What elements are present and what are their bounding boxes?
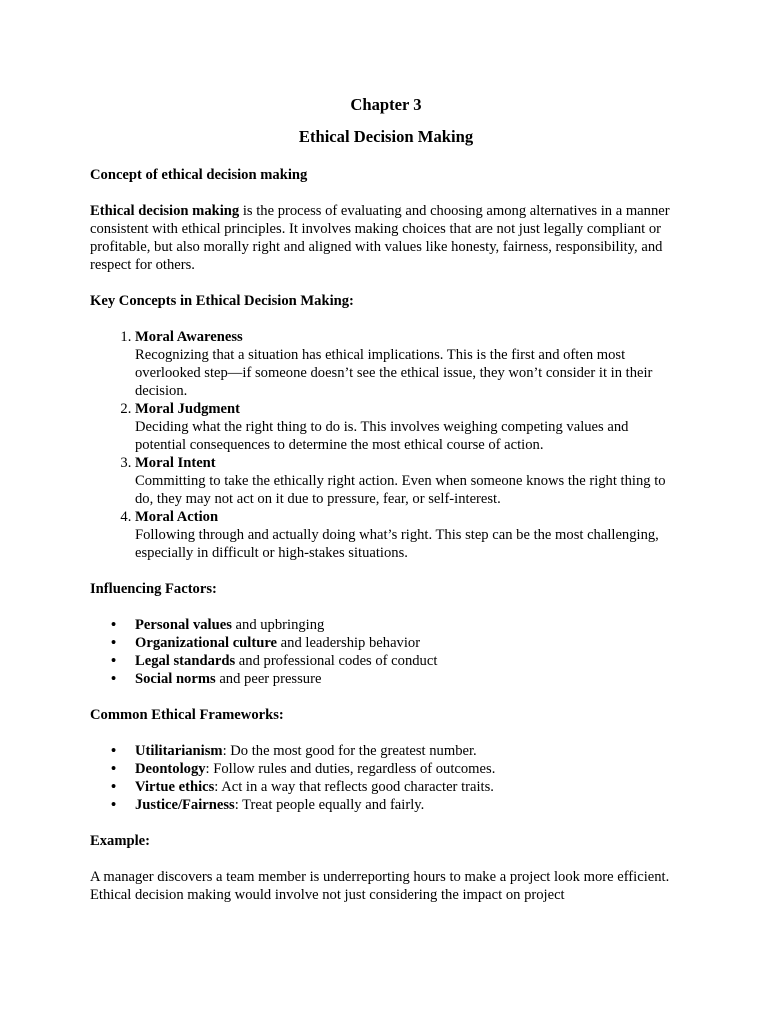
factor-text: and leadership behavior — [277, 635, 421, 651]
ethical-frameworks-heading: Common Ethical Frameworks: — [90, 707, 284, 723]
list-item — [111, 616, 682, 634]
framework-text: : Do the most good for the greatest number. — [222, 743, 477, 759]
bullet-icon: • — [111, 779, 117, 795]
list-item-moral-action — [135, 508, 682, 562]
list-item-description: Recognizing that a situation has ethical implications. This is the first and often most overlooked step—if someone doesn’t see the ethical issue, they won’t consider it in their decision. — [135, 347, 653, 399]
key-concepts-heading: Key Concepts in Ethical Decision Making: — [90, 293, 354, 309]
factor-text: and peer pressure — [215, 671, 322, 687]
influencing-factors-heading: Influencing Factors: — [90, 581, 217, 597]
page-title: Ethical Decision Making — [298, 127, 474, 146]
bullet-icon: • — [111, 635, 117, 651]
factor-term: Personal values — [135, 617, 232, 633]
concept-heading: Concept of ethical decision making — [90, 167, 308, 183]
influencing-factors-list — [90, 616, 682, 688]
list-item-description: Committing to take the ethically right action. Even when someone knows the right thing to do, they may not act on it due to pressure, fear, or self-interest. — [135, 473, 666, 507]
list-item-description: Following through and actually doing what’s right. This step can be the most challenging, especially in difficult or high-stakes situations. — [135, 527, 659, 561]
framework-text: : Act in a way that reflects good character traits. — [214, 779, 494, 795]
list-item — [111, 652, 682, 670]
document-body — [90, 92, 682, 904]
list-item-title: 2. Moral Judgment — [135, 401, 240, 417]
framework-term: Utilitarianism — [135, 743, 223, 759]
framework-text: : Treat people equally and fairly. — [234, 797, 425, 813]
bullet-icon: • — [111, 617, 117, 633]
list-item-description: Deciding what the right thing to do is. This involves weighing competing values and potential consequences to determine the most ethical course of action. — [135, 419, 629, 453]
list-item-title: 1. Moral Awareness — [135, 329, 243, 345]
intro-paragraph — [90, 202, 682, 274]
list-item — [111, 742, 682, 760]
bullet-icon: • — [111, 743, 117, 759]
list-item-moral-awareness — [135, 328, 682, 400]
factor-text: and professional codes of conduct — [235, 653, 438, 669]
chapter-label: Chapter 3 — [350, 95, 422, 114]
framework-term: Deontology — [135, 761, 206, 777]
bullet-icon: • — [111, 671, 117, 687]
list-item — [111, 670, 682, 688]
example-paragraph: A manager discovers a team member is underreporting hours to make a project look more efficient. Ethical decision making would involve not just considering the impact on project — [90, 869, 670, 903]
intro-text: is the process of evaluating and choosing among alternatives in a manner consistent with ethical principles. It involves making choices that are not just legally compliant or profitable, but also morally right and aligned with values like honesty, fairness, responsibility, and respect for others. — [90, 203, 670, 273]
example-heading: Example: — [90, 833, 150, 849]
list-item-title: 3. Moral Intent — [135, 455, 216, 471]
framework-text: : Follow rules and duties, regardless of outcomes. — [205, 761, 496, 777]
framework-term: Justice/Fairness — [135, 797, 235, 813]
bullet-icon: • — [111, 797, 117, 813]
framework-term: Virtue ethics — [135, 779, 215, 795]
factor-term: Social norms — [135, 671, 216, 687]
list-item — [111, 760, 682, 778]
list-item — [111, 778, 682, 796]
list-item — [111, 796, 682, 814]
bullet-icon: • — [111, 761, 117, 777]
intro-term: Ethical decision making — [90, 203, 240, 219]
factor-term: Organizational culture — [135, 635, 278, 651]
list-item — [111, 634, 682, 652]
ethical-frameworks-list — [90, 742, 682, 814]
factor-text: and upbringing — [231, 617, 325, 633]
list-item-title: 4. Moral Action — [135, 509, 219, 525]
list-item-moral-intent — [135, 454, 682, 508]
factor-term: Legal standards — [135, 653, 236, 669]
bullet-icon: • — [111, 653, 117, 669]
list-item-moral-judgment — [135, 400, 682, 454]
key-concepts-list — [90, 328, 682, 562]
